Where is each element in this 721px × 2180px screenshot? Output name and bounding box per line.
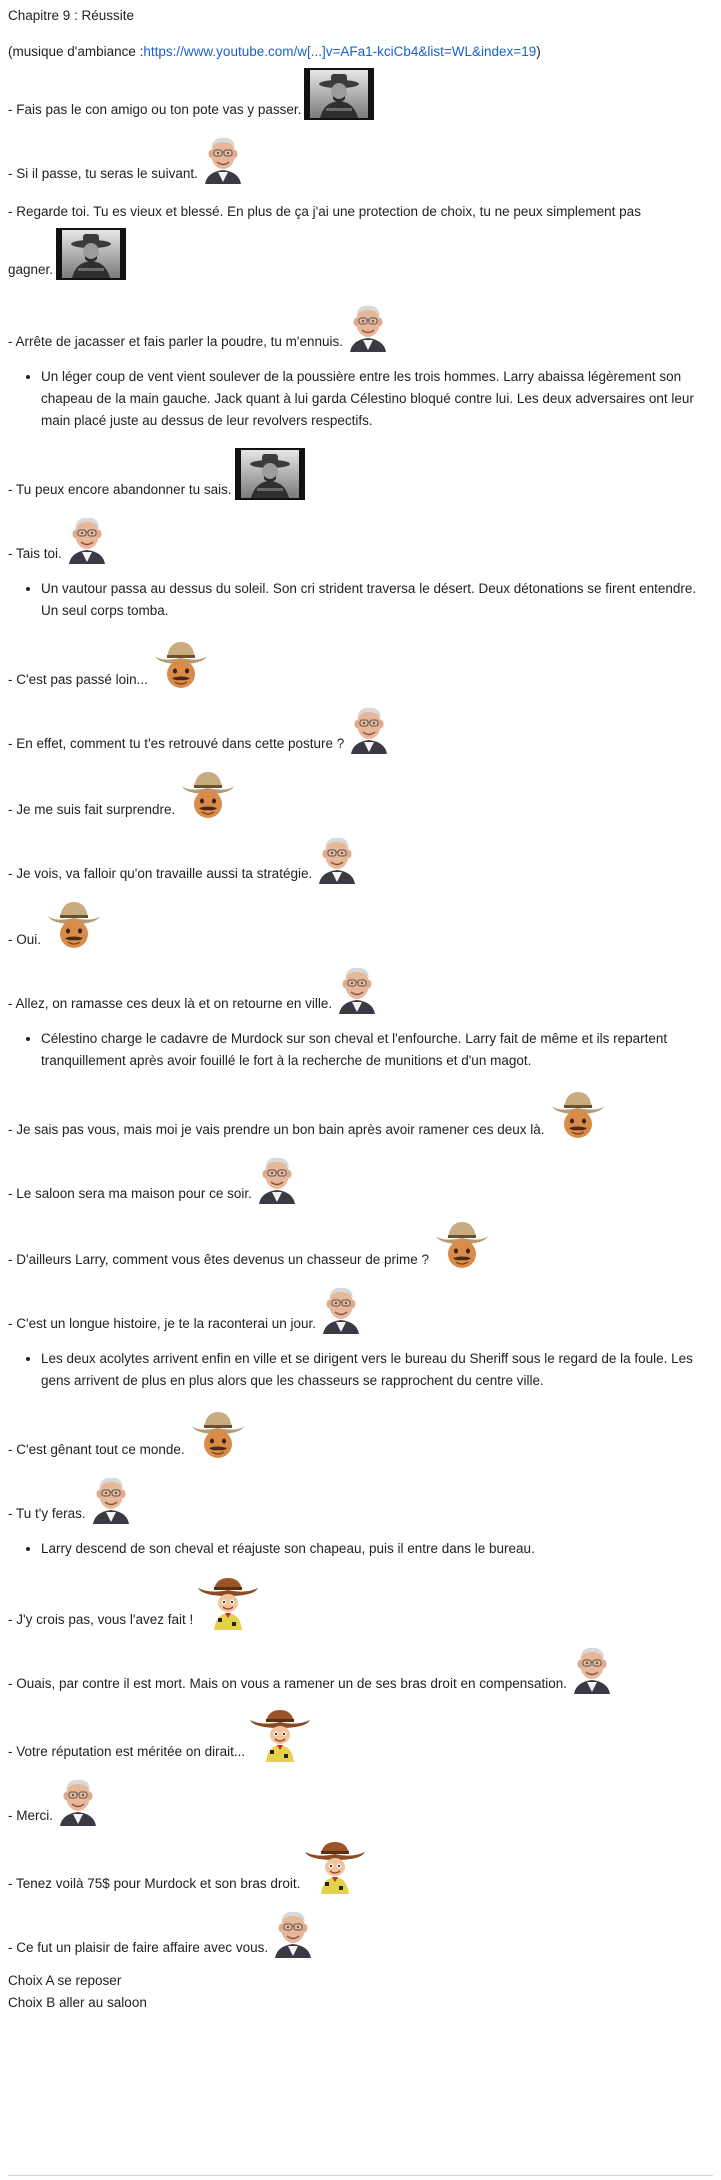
dialogue-line (8, 1474, 713, 1524)
narration-list (8, 1538, 713, 1560)
music-line (8, 42, 713, 62)
dialogue-text: gagner. (8, 262, 54, 277)
dialogue-text: - Ce fut un plaisir de faire affaire avec vous. (8, 1940, 269, 1955)
dialogue-text: - En effet, comment tu t'es retrouvé dans cette posture ? (8, 736, 345, 751)
cowboy-smiley-icon (188, 1408, 248, 1460)
dialogue-line-cont (8, 228, 713, 280)
dialogue-text: - Oui. (8, 932, 42, 947)
dialogue-text: - Le saloon sera ma maison pour ce soir. (8, 1186, 252, 1201)
dialogue-line (8, 1840, 713, 1894)
narration-item: • Les deux acolytes arrivent enfin en ville et se dirigent vers le bureau du Sheriff sous le regard de la foule. Les gens arrivent de plus en plus alors que les chasseurs se rapprochent du centre ville. (41, 1348, 713, 1392)
old-man-smiley-icon (347, 704, 391, 754)
dialogue-text: - Arrête de jacasser et fais parler la poudre, tu m'ennuis. (8, 334, 343, 349)
old-man-smiley-icon (346, 302, 390, 352)
bottom-divider (8, 2175, 713, 2176)
dialogue-text: - Votre réputation est méritée on dirait... (8, 1744, 246, 1759)
choice-a: Choix A se reposer (8, 1973, 122, 1988)
dialogue-text: - J'y crois pas, vous l'avez fait ! (8, 1612, 194, 1627)
dialogue-text: - Regarde toi. Tu es vieux et blessé. En plus de ça j'ai une protection de choix, tu ne peux simplement pas (8, 204, 641, 219)
dialogue-line (8, 768, 713, 820)
chapter-title (8, 6, 713, 26)
cowboy-smiley-icon (44, 898, 104, 950)
music-link[interactable]: https://www.youtube.com/w[...]v=AFa1-kciCb4&list=WL&index=19 (143, 44, 537, 59)
dialogue-text: - C'est gênant tout ce monde. (8, 1442, 185, 1457)
narration-list (8, 366, 713, 432)
outlaw-photo-icon (235, 448, 305, 500)
old-man-smiley-icon (65, 514, 109, 564)
dialogue-line (8, 514, 713, 564)
dialogue-line (8, 964, 713, 1014)
dialogue-line (8, 1644, 713, 1694)
dialogue-text: - Tenez voilà 75$ pour Murdock et son bras droit. (8, 1876, 301, 1891)
dialogue-text: - Tais toi. (8, 546, 62, 561)
cowboy-smiley-icon (548, 1088, 608, 1140)
dialogue-line (8, 1088, 713, 1140)
dialogue-text: - Je sais pas vous, mais moi je vais prendre un bon bain après avoir ramener ces deux là. (8, 1122, 545, 1137)
narration-list (8, 578, 713, 622)
old-man-smiley-icon (271, 1908, 315, 1958)
cowboy-smiley-icon (151, 638, 211, 690)
narration-item: • Un vautour passa au dessus du soleil. Son cri strident traversa le désert. Deux détonations se firent entendre. Un seul corps tomba. (41, 578, 713, 622)
choice-b: Choix B aller au saloon (8, 1995, 147, 2010)
outlaw-photo-icon (56, 228, 126, 280)
old-man-smiley-icon (335, 964, 379, 1014)
woody-sheriff-icon (196, 1576, 260, 1630)
cowboy-smiley-icon (178, 768, 238, 820)
chapter-content (8, 6, 713, 2014)
woody-sheriff-icon (303, 1840, 367, 1894)
dialogue-text: - Si il passe, tu seras le suivant. (8, 166, 198, 181)
dialogue-text: - Tu peux encore abandonner tu sais. (8, 482, 232, 497)
dialogue-line (8, 834, 713, 884)
old-man-smiley-icon (315, 834, 359, 884)
dialogue-text: - Fais pas le con amigo ou ton pote vas y passer. (8, 102, 302, 117)
dialogue-line (8, 1284, 713, 1334)
narration-item: • Célestino charge le cadavre de Murdock sur son cheval et l'enfourche. Larry fait de même et ils repartent tranquillement après avoir fouillé le fort à la recherche de munitions et d'un magot. (41, 1028, 713, 1072)
outlaw-photo-icon (304, 68, 374, 120)
dialogue-text: - D'ailleurs Larry, comment vous êtes devenus un chasseur de prime ? (8, 1252, 430, 1267)
chapter-title-text: Chapitre 9 : Réussite (8, 8, 135, 23)
narration-item: • Un léger coup de vent vient soulever de la poussière entre les trois hommes. Larry abaissa légèrement son chapeau de la main gauche. Jack quant à lui garda Célestino bloqué contre lui. Les deux adversaires ont leur main placé juste au dessus de leur revolvers respectifs. (41, 366, 713, 432)
narration-list (8, 1348, 713, 1392)
narration-list (8, 1028, 713, 1072)
old-man-smiley-icon (570, 1644, 614, 1694)
dialogue-line (8, 704, 713, 754)
old-man-smiley-icon (319, 1284, 363, 1334)
dialogue-line (8, 202, 713, 222)
old-man-smiley-icon (255, 1154, 299, 1204)
dialogue-line (8, 1776, 713, 1826)
dialogue-text: - C'est un longue histoire, je te la raconterai un jour. (8, 1316, 317, 1331)
dialogue-text: - C'est pas passé loin... (8, 672, 148, 687)
dialogue-line (8, 1576, 713, 1630)
old-man-smiley-icon (201, 134, 245, 184)
dialogue-line (8, 1908, 713, 1958)
dialogue-text: - Allez, on ramasse ces deux là et on retourne en ville. (8, 996, 333, 1011)
narration-item: • Larry descend de son cheval et réajuste son chapeau, puis il entre dans le bureau. (41, 1538, 713, 1560)
old-man-smiley-icon (56, 1776, 100, 1826)
dialogue-line (8, 302, 713, 352)
music-prefix: (musique d'ambiance : (8, 44, 144, 59)
dialogue-line (8, 1154, 713, 1204)
woody-sheriff-icon (248, 1708, 312, 1762)
music-suffix: ) (536, 44, 541, 59)
dialogue-text: - Ouais, par contre il est mort. Mais on vous a ramener un de ses bras droit en compensation. (8, 1676, 568, 1691)
dialogue-line (8, 1408, 713, 1460)
dialogue-line (8, 1218, 713, 1270)
dialogue-line (8, 638, 713, 690)
old-man-smiley-icon (89, 1474, 133, 1524)
cowboy-smiley-icon (432, 1218, 492, 1270)
dialogue-line (8, 898, 713, 950)
dialogue-text: - Je me suis fait surprendre. (8, 802, 176, 817)
dialogue-text: - Je vois, va falloir qu'on travaille aussi ta stratégie. (8, 866, 313, 881)
dialogue-line (8, 134, 713, 184)
dialogue-line (8, 68, 713, 120)
dialogue-line (8, 448, 713, 500)
dialogue-text: - Tu t'y feras. (8, 1506, 86, 1521)
choices-block (8, 1970, 713, 2014)
dialogue-line (8, 1708, 713, 1762)
dialogue-text: - Merci. (8, 1808, 53, 1823)
